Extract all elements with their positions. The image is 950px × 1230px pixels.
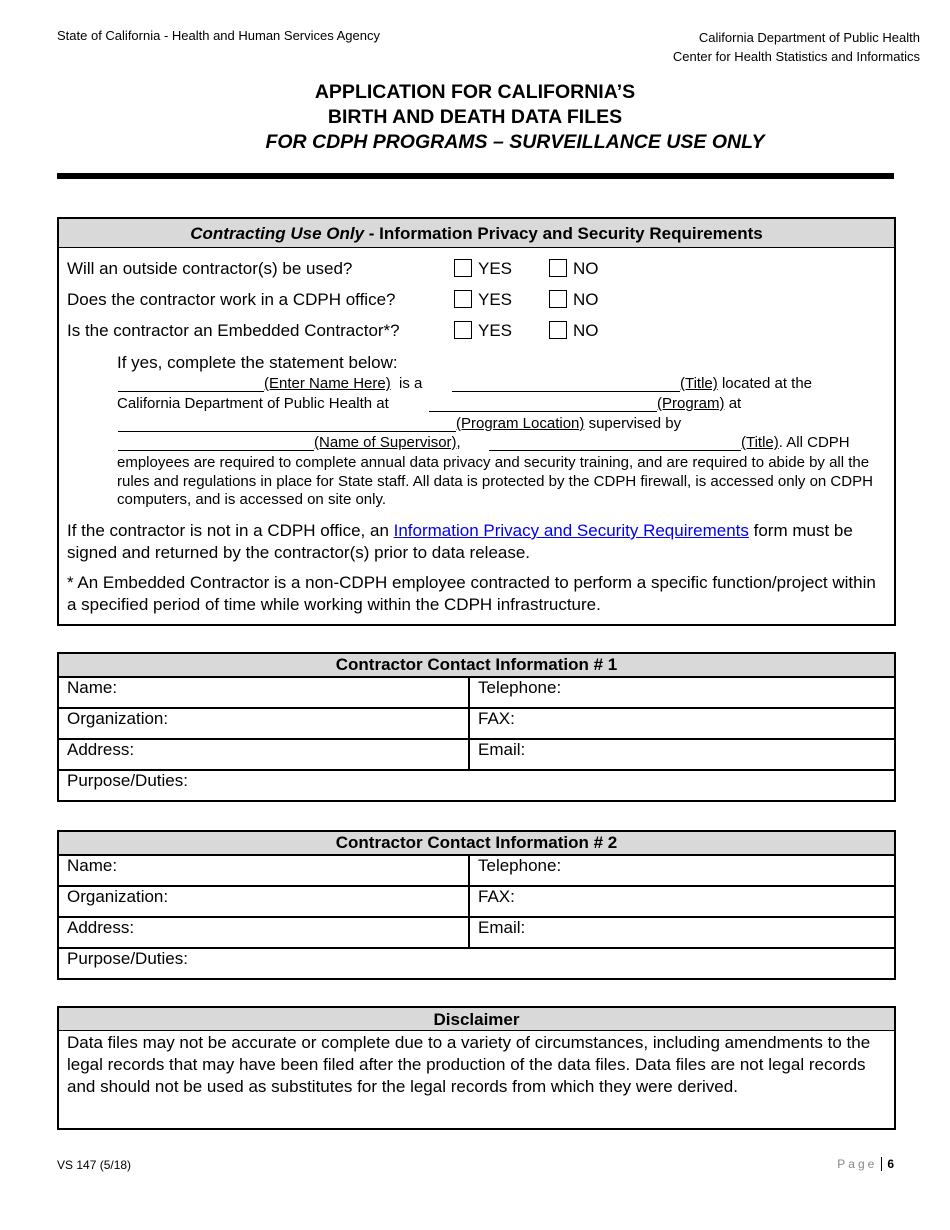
title-blank[interactable] bbox=[452, 391, 680, 392]
program-location-label: (Program Location) supervised by bbox=[456, 415, 682, 432]
contact-2-name-field[interactable] bbox=[58, 855, 469, 886]
page-label: Page bbox=[837, 1157, 878, 1171]
cdph-at-label: California Department of Public Health at bbox=[117, 395, 389, 412]
page-indicator bbox=[837, 1157, 894, 1171]
telephone-label: Telephone: bbox=[478, 856, 562, 875]
statement-rest: employees are required to complete annual data privacy and security training, and are required to abide by all the rules and regulations in place for State staff. All data is protected by the CDPH firewall, is accessed only on CDPH computers, and is accessed on site only. bbox=[117, 454, 873, 508]
contracting-heading-rest: - Information Privacy and Security Requirements bbox=[364, 224, 763, 243]
checkbox-no[interactable] bbox=[549, 321, 567, 339]
title-rule bbox=[57, 173, 894, 179]
contracting-heading bbox=[59, 219, 894, 248]
purpose-label: Purpose/Duties: bbox=[67, 771, 188, 790]
no-label: NO bbox=[573, 321, 599, 340]
contact-2-organization-field[interactable] bbox=[58, 886, 469, 917]
not-in-office-notice: If the contractor is not in a CDPH office, an Information Privacy and Security Requirements form must be signed and returned by the contractor(s) prior to data release. bbox=[67, 521, 853, 562]
yes-label: YES bbox=[478, 321, 513, 340]
program-blank[interactable] bbox=[429, 411, 657, 412]
embedded-contractor-yes[interactable] bbox=[454, 321, 512, 341]
question-cdph-office: Does the contractor work in a CDPH office? bbox=[67, 290, 396, 309]
contact-2-email-field[interactable] bbox=[469, 917, 895, 948]
contracting-heading-italic: Contracting Use Only bbox=[190, 224, 365, 243]
name-label: Name: bbox=[67, 678, 118, 697]
organization-label: Organization: bbox=[67, 887, 169, 906]
form-id: VS 147 (5/18) bbox=[57, 1158, 132, 1172]
address-label: Address: bbox=[67, 740, 135, 759]
contact-1-organization-field[interactable] bbox=[58, 708, 469, 739]
organization-label: Organization: bbox=[67, 709, 169, 728]
fax-label: FAX: bbox=[478, 887, 515, 906]
if-yes-instruction: If yes, complete the statement below: bbox=[117, 353, 398, 372]
yes-label: YES bbox=[478, 290, 513, 309]
contact-2-fax-field[interactable] bbox=[469, 886, 895, 917]
yes-label: YES bbox=[478, 259, 513, 278]
center-name: Center for Health Statistics and Informatics bbox=[672, 49, 920, 64]
page-number: 6 bbox=[881, 1157, 894, 1171]
program-location-blank[interactable] bbox=[118, 431, 456, 432]
embedded-contractor-no[interactable] bbox=[549, 321, 599, 341]
contact-1-purpose-field[interactable] bbox=[58, 770, 895, 801]
contact-2-telephone-field[interactable] bbox=[469, 855, 895, 886]
disclaimer-text: Data files may not be accurate or complete due to a variety of circumstances, including amendments to the legal records that may have been filed after the production of the data files. Data files are not legal records and should not be used as substitutes for the legal records from which they were derived. bbox=[67, 1033, 871, 1096]
purpose-label: Purpose/Duties: bbox=[67, 949, 188, 968]
title-line-2: BIRTH AND DEATH DATA FILES bbox=[327, 106, 623, 128]
supervisor-title-blank[interactable] bbox=[489, 450, 741, 451]
checkbox-no[interactable] bbox=[549, 290, 567, 308]
contractor-contact-2 bbox=[57, 830, 896, 980]
form-title bbox=[0, 80, 950, 155]
title-line-3: FOR CDPH PROGRAMS – SURVEILLANCE USE ONLY bbox=[265, 131, 765, 153]
checkbox-yes[interactable] bbox=[454, 321, 472, 339]
supervisor-title-label: (Title). All CDPH bbox=[741, 434, 850, 451]
supervisor-name-label: (Name of Supervisor), bbox=[314, 434, 461, 451]
contact-2-address-field[interactable] bbox=[58, 917, 469, 948]
question-embedded-contractor: Is the contractor an Embedded Contractor*? bbox=[67, 321, 400, 340]
contact-1-fax-field[interactable] bbox=[469, 708, 895, 739]
contact-2-heading: Contractor Contact Information # 2 bbox=[58, 831, 895, 855]
title-line-1: APPLICATION FOR CALIFORNIA’S bbox=[314, 81, 636, 103]
telephone-label: Telephone: bbox=[478, 678, 562, 697]
embedded-contractor-definition: * An Embedded Contractor is a non-CDPH employee contracted to perform a specific function/project within a specified period of time while working within the CDPH infrastructure. bbox=[67, 573, 876, 614]
question-outside-contractor: Will an outside contractor(s) be used? bbox=[67, 259, 353, 278]
email-label: Email: bbox=[478, 740, 526, 759]
no-label: NO bbox=[573, 290, 599, 309]
privacy-requirements-link[interactable]: Information Privacy and Security Requirements bbox=[393, 521, 749, 540]
checkbox-yes[interactable] bbox=[454, 259, 472, 277]
disclaimer-heading: Disclaimer bbox=[59, 1008, 894, 1031]
contact-1-telephone-field[interactable] bbox=[469, 677, 895, 708]
enter-name-label: (Enter Name Here) is a bbox=[264, 375, 423, 392]
fax-label: FAX: bbox=[478, 709, 515, 728]
program-label: (Program) at bbox=[657, 395, 742, 412]
outside-contractor-yes[interactable] bbox=[454, 259, 512, 279]
cdph-office-no[interactable] bbox=[549, 290, 599, 310]
contact-2-purpose-field[interactable] bbox=[58, 948, 895, 979]
supervisor-name-blank[interactable] bbox=[118, 450, 314, 451]
department-header bbox=[673, 28, 920, 66]
disclaimer-section bbox=[57, 1006, 896, 1130]
no-label: NO bbox=[573, 259, 599, 278]
address-label: Address: bbox=[67, 918, 135, 937]
department-name: California Department of Public Health bbox=[698, 30, 920, 45]
contact-1-email-field[interactable] bbox=[469, 739, 895, 770]
contact-1-name-field[interactable] bbox=[58, 677, 469, 708]
outside-contractor-no[interactable] bbox=[549, 259, 599, 279]
cdph-office-yes[interactable] bbox=[454, 290, 512, 310]
checkbox-no[interactable] bbox=[549, 259, 567, 277]
contact-1-address-field[interactable] bbox=[58, 739, 469, 770]
checkbox-yes[interactable] bbox=[454, 290, 472, 308]
contracting-section bbox=[57, 217, 896, 626]
title-label: (Title) located at the bbox=[680, 375, 813, 392]
contractor-contact-1 bbox=[57, 652, 896, 802]
agency-name: State of California - Health and Human Services Agency bbox=[57, 28, 381, 43]
name-blank[interactable] bbox=[118, 391, 264, 392]
name-label: Name: bbox=[67, 856, 118, 875]
email-label: Email: bbox=[478, 918, 526, 937]
contact-1-heading: Contractor Contact Information # 1 bbox=[58, 653, 895, 677]
